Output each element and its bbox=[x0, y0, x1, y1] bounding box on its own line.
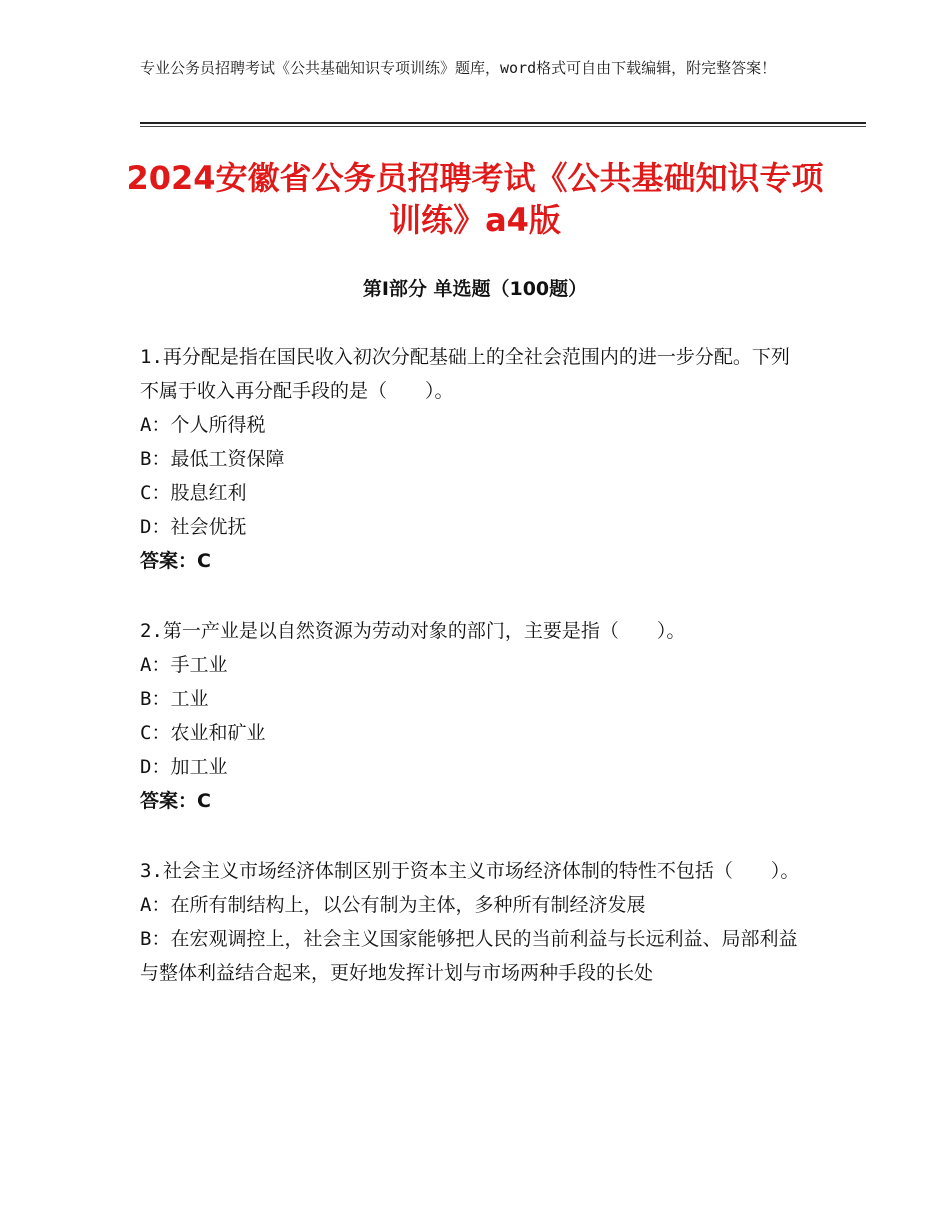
answer: 答案：C bbox=[140, 790, 211, 812]
option-c: C：农业和矿业 bbox=[140, 722, 266, 744]
question-stem: 3.社会主义市场经济体制区别于资本主义市场经济体制的特性不包括（ ）。 bbox=[140, 860, 800, 882]
header-note: 专业公务员招聘考试《公共基础知识专项训练》题库，word格式可自由下载编辑，附完整答案！ bbox=[140, 59, 777, 77]
question-1 bbox=[140, 340, 808, 578]
header-divider-thick bbox=[140, 122, 866, 124]
option-d: D：加工业 bbox=[140, 756, 228, 778]
question-list bbox=[140, 340, 808, 1026]
question-2 bbox=[140, 614, 808, 818]
option-d: D：社会优抚 bbox=[140, 516, 247, 538]
section-title: 第Ⅰ部分 单选题（100题） bbox=[362, 278, 588, 300]
option-b: B：在宏观调控上，社会主义国家能够把人民的当前利益与长远利益、局部利益与整体利益结合起来，更好地发挥计划与市场两种手段的长处 bbox=[140, 928, 798, 984]
header-divider-thin bbox=[140, 126, 866, 127]
option-a: A：个人所得税 bbox=[140, 414, 266, 436]
question-stem: 2.第一产业是以自然资源为劳动对象的部门，主要是指（ ）。 bbox=[140, 620, 686, 642]
question-stem: 1.再分配是指在国民收入初次分配基础上的全社会范围内的进一步分配。下列不属于收入再分配手段的是（ ）。 bbox=[140, 346, 790, 402]
option-a: A：在所有制结构上，以公有制为主体，多种所有制经济发展 bbox=[140, 894, 646, 916]
option-b: B：最低工资保障 bbox=[140, 448, 285, 470]
answer: 答案：C bbox=[140, 550, 211, 572]
option-c: C：股息红利 bbox=[140, 482, 247, 504]
question-3 bbox=[140, 854, 808, 990]
option-a: A：手工业 bbox=[140, 654, 228, 676]
document-title: 2024安徽省公务员招聘考试《公共基础知识专项训练》a4版 bbox=[126, 159, 824, 239]
option-b: B：工业 bbox=[140, 688, 209, 710]
